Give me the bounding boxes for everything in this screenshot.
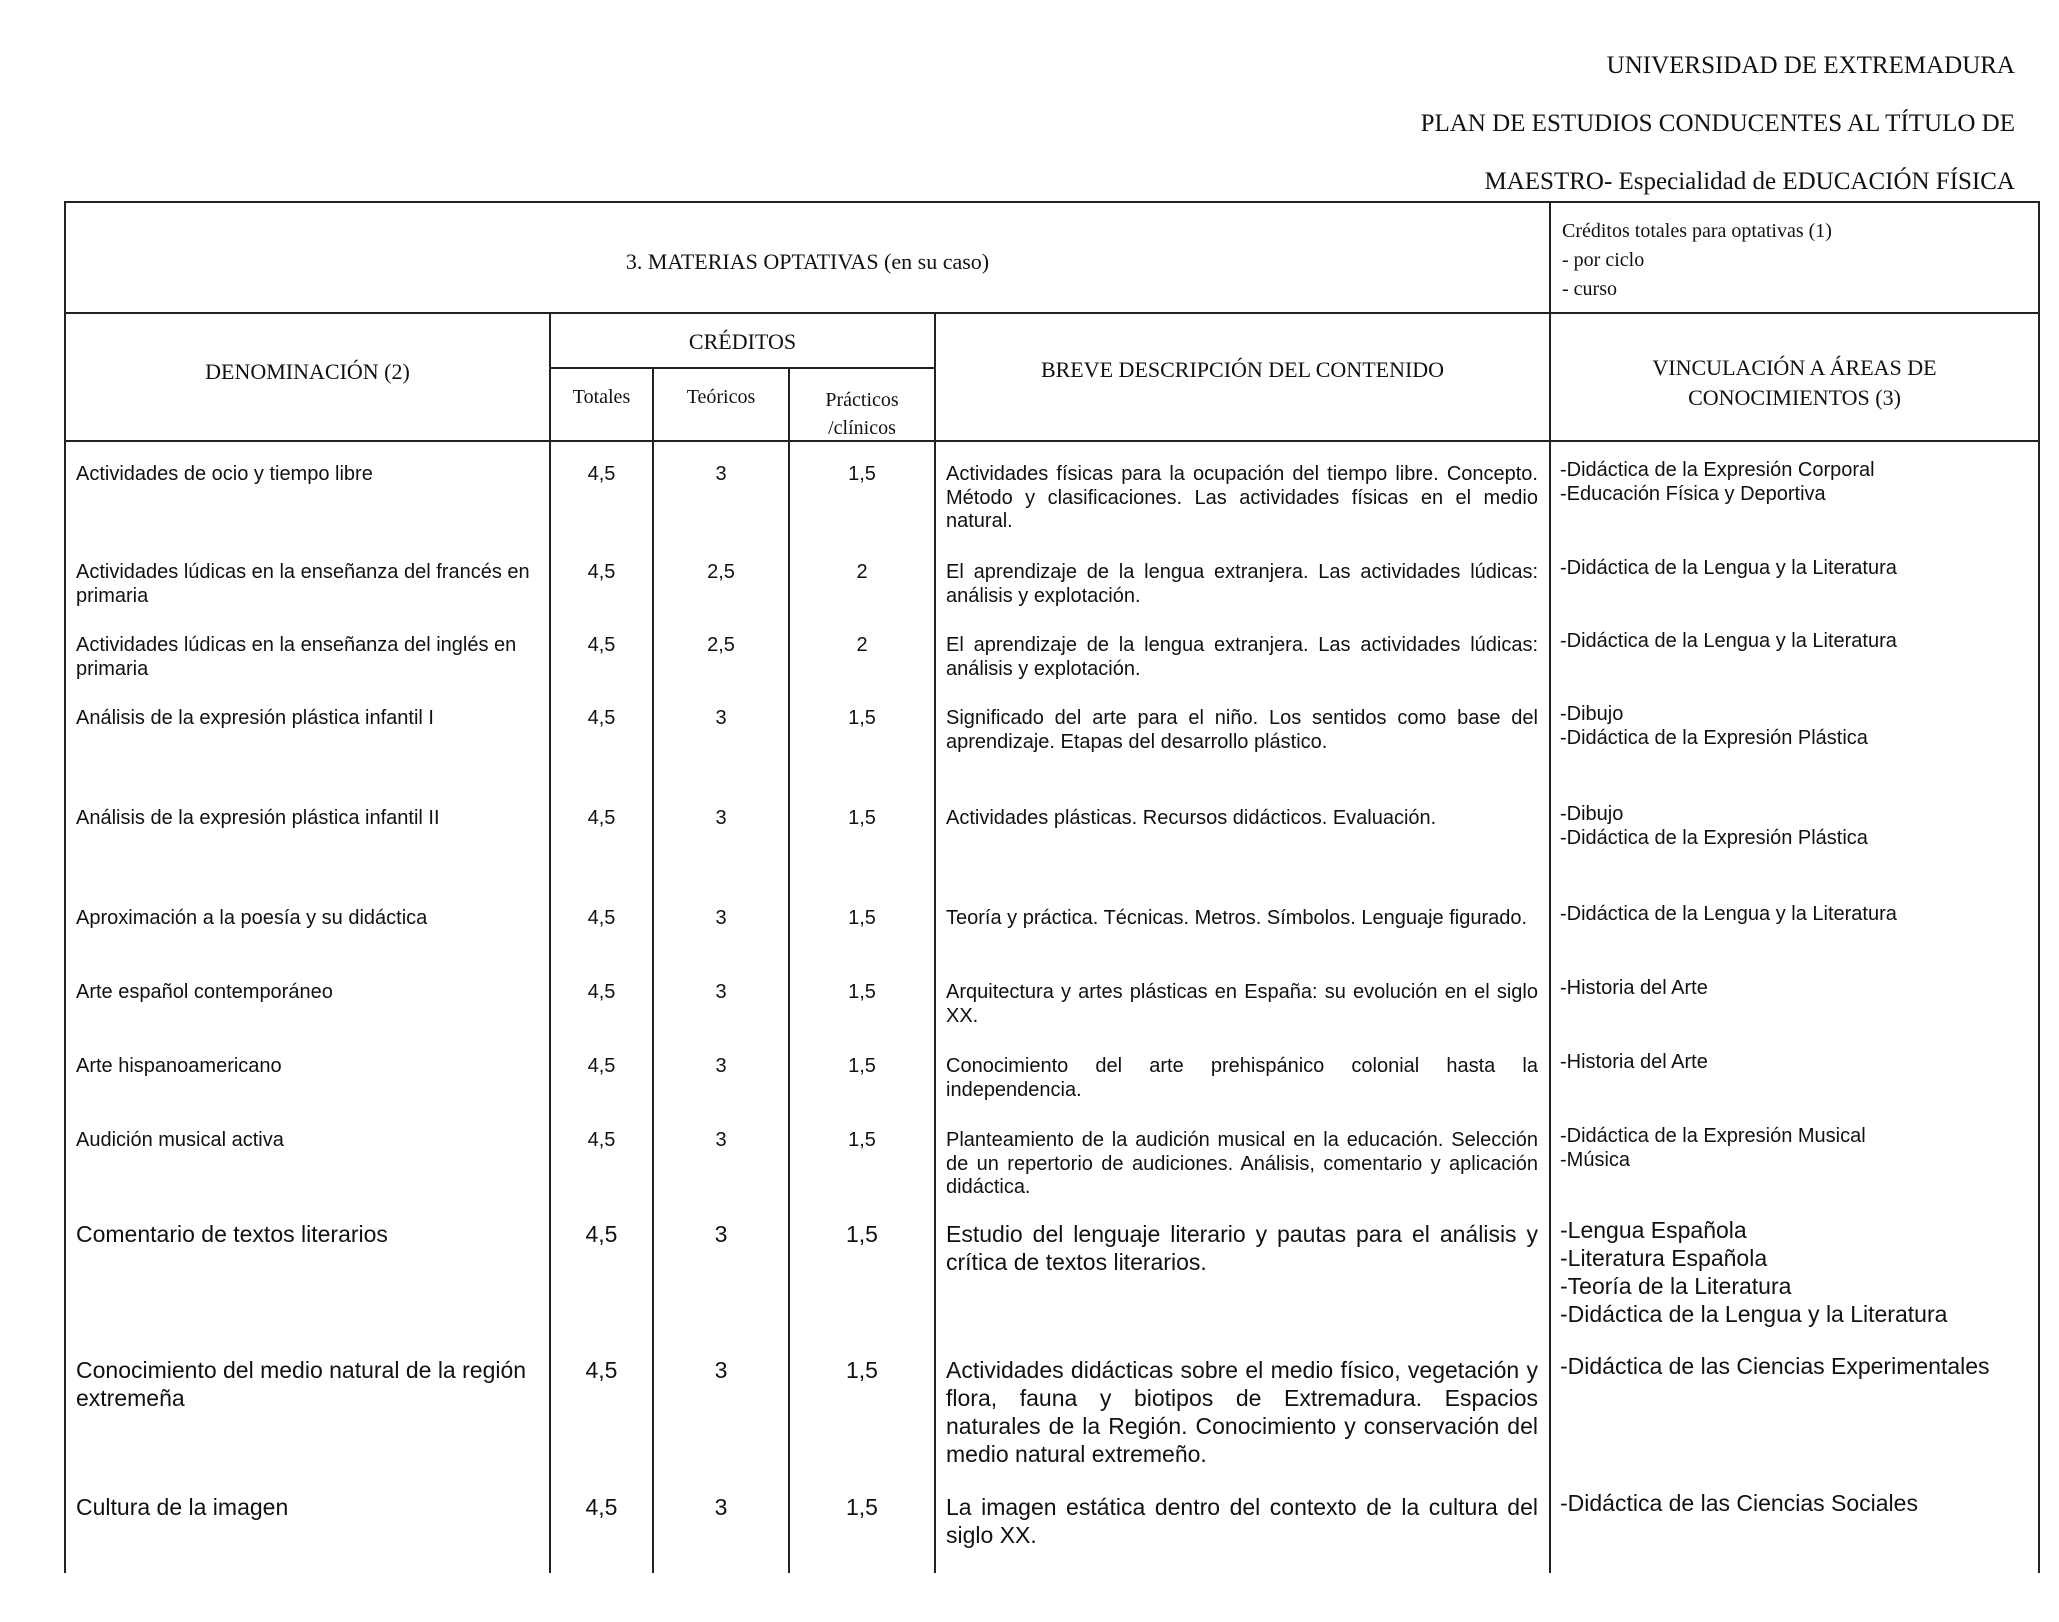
knowledge-areas	[1560, 703, 2038, 750]
knowledge-areas	[1560, 1051, 2038, 1075]
knowledge-area-item: -Didáctica de la Expresión Plástica	[1560, 726, 1868, 749]
knowledge-area-item: -Lengua Española	[1560, 1217, 1747, 1243]
knowledge-area-item: -Didáctica de la Expresión Plástica	[1560, 826, 1868, 849]
knowledge-areas	[1560, 977, 2038, 1001]
credits-totales: 4,5	[585, 1494, 618, 1520]
subject-name: Actividades lúdicas en la enseñanza del francés en primaria	[76, 561, 530, 607]
knowledge-areas	[1560, 803, 2038, 850]
content-description: La imagen estática dentro del contexto de la cultura del siglo XX.	[946, 1494, 1538, 1549]
credits-teoricos: 2,5	[707, 561, 735, 583]
knowledge-area-item: -Educación Física y Deportiva	[1560, 482, 1826, 505]
knowledge-area-item: -Dibujo	[1560, 803, 1624, 825]
credits-practicos: 1,5	[848, 907, 876, 929]
content-description: Significado del arte para el niño. Los sentidos como base del aprendizaje. Etapas del desarrollo plástico.	[946, 707, 1538, 753]
credits-teoricos: 3	[715, 981, 727, 1003]
knowledge-area-item: -Didáctica de la Lengua y la Literatura	[1560, 557, 1897, 579]
credits-practicos: 2	[856, 561, 868, 583]
knowledge-area-item: -Música	[1560, 1148, 1631, 1171]
col-creditos: CRÉDITOS	[688, 329, 797, 354]
content-description: Planteamiento de la audición musical en la educación. Selección de un repertorio de audiciones. Análisis, comentario y aplicación didáctica.	[946, 1129, 1538, 1199]
content-description: Conocimiento del arte prehispánico colonial hasta la independencia.	[946, 1055, 1538, 1101]
credits-practicos: 1,5	[846, 1357, 878, 1383]
content-description: El aprendizaje de la lengua extranjera. Las actividades lúdicas: análisis y explotación.	[946, 634, 1538, 680]
subject-name: Actividades de ocio y tiempo libre	[76, 463, 373, 485]
credits-teoricos: 3	[714, 1357, 728, 1383]
subject-name: Análisis de la expresión plástica infantil II	[76, 807, 440, 829]
credits-box-line-1: Créditos totales para optativas (1)	[1562, 220, 1832, 242]
credits-practicos: 1,5	[846, 1494, 878, 1520]
knowledge-areas	[1560, 459, 2038, 506]
credits-practicos: 1,5	[848, 1055, 876, 1077]
content-description: Actividades didácticas sobre el medio físico, vegetación y flora, fauna y biotipos de Extremadura. Espacios naturales de la Región. Conocimiento y conservación del medio natural extremeño.	[946, 1357, 1538, 1468]
col-vinculacion	[1551, 353, 2038, 413]
col-practicos-line-1: Prácticos	[825, 389, 899, 411]
credits-totales: 4,5	[587, 634, 616, 656]
subject-name: Arte hispanoamericano	[76, 1055, 282, 1077]
section-title: 3. MATERIAS OPTATIVAS (en su caso)	[625, 249, 990, 274]
col-vinculacion-line-2: CONOCIMIENTOS (3)	[1688, 385, 1901, 410]
content-description: Teoría y práctica. Técnicas. Metros. Símbolos. Lenguaje figurado.	[946, 907, 1528, 929]
credits-totales: 4,5	[585, 1357, 618, 1383]
knowledge-area-item: -Didáctica de las Ciencias Experimentales	[1560, 1353, 1990, 1379]
credits-practicos: 1,5	[848, 807, 876, 829]
knowledge-areas	[1560, 1216, 2038, 1328]
university-name: UNIVERSIDAD DE EXTREMADURA	[1606, 52, 2015, 79]
plan-title: PLAN DE ESTUDIOS CONDUCENTES AL TÍTULO DE	[1420, 110, 2015, 137]
content-description: Actividades físicas para la ocupación del tiempo libre. Concepto. Método y clasificaciones. Las actividades físicas en el medio natural.	[946, 463, 1538, 533]
knowledge-areas	[1560, 903, 2038, 927]
credits-teoricos: 2,5	[707, 634, 735, 656]
credits-box-line-2: - por ciclo	[1562, 249, 1645, 271]
col-totales: Totales	[572, 386, 631, 408]
credits-practicos: 1,5	[848, 463, 876, 485]
credits-box-line-3: - curso	[1562, 278, 1617, 300]
degree-title: MAESTRO- Especialidad de EDUCACIÓN FÍSICA	[1484, 168, 2015, 195]
credits-practicos: 1,5	[848, 1129, 876, 1151]
knowledge-area-item: -Didáctica de la Lengua y la Literatura	[1560, 1301, 1948, 1328]
content-description: Actividades plásticas. Recursos didácticos. Evaluación.	[946, 807, 1437, 829]
credits-teoricos: 3	[715, 807, 727, 829]
col-descripcion: BREVE DESCRIPCIÓN DEL CONTENIDO	[1040, 357, 1445, 382]
knowledge-area-item: -Didáctica de la Expresión Corporal	[1560, 459, 1875, 481]
credits-practicos: 1,5	[848, 707, 876, 729]
col-denominacion: DENOMINACIÓN (2)	[205, 359, 410, 384]
knowledge-area-item: -Didáctica de la Lengua y la Literatura	[1560, 630, 1897, 652]
knowledge-areas	[1560, 630, 2038, 654]
knowledge-areas	[1560, 1125, 2038, 1172]
content-description: El aprendizaje de la lengua extranjera. Las actividades lúdicas: análisis y explotación.	[946, 561, 1538, 607]
subject-name: Arte español contemporáneo	[76, 981, 333, 1003]
credits-teoricos: 3	[715, 907, 727, 929]
knowledge-areas	[1560, 1489, 2038, 1517]
content-description: Estudio del lenguaje literario y pautas para el análisis y crítica de textos literarios.	[946, 1221, 1538, 1276]
credits-totales: 4,5	[587, 1055, 616, 1077]
knowledge-area-item: -Teoría de la Literatura	[1560, 1273, 1792, 1300]
knowledge-area-item: -Historia del Arte	[1560, 1051, 1708, 1073]
subject-name: Análisis de la expresión plástica infantil I	[76, 707, 434, 729]
optional-credits-box	[1562, 217, 2032, 304]
credits-totales: 4,5	[587, 907, 616, 929]
subject-name: Audición musical activa	[76, 1129, 284, 1151]
knowledge-area-item: -Didáctica de las Ciencias Sociales	[1560, 1490, 1918, 1516]
credits-teoricos: 3	[714, 1221, 728, 1247]
knowledge-area-item: -Dibujo	[1560, 703, 1624, 725]
knowledge-area-item: -Didáctica de la Lengua y la Literatura	[1560, 903, 1897, 925]
credits-totales: 4,5	[587, 1129, 616, 1151]
col-practicos-line-2: /clínicos	[828, 417, 896, 439]
knowledge-area-item: -Historia del Arte	[1560, 977, 1708, 999]
credits-totales: 4,5	[587, 463, 616, 485]
credits-teoricos: 3	[715, 1129, 727, 1151]
credits-totales: 4,5	[587, 707, 616, 729]
credits-teoricos: 3	[715, 1055, 727, 1077]
subject-name: Cultura de la imagen	[76, 1494, 289, 1520]
credits-practicos: 1,5	[846, 1221, 878, 1247]
credits-totales: 4,5	[587, 981, 616, 1003]
subject-name: Aproximación a la poesía y su didáctica	[76, 907, 428, 929]
knowledge-areas	[1560, 557, 2038, 581]
subject-name: Comentario de textos literarios	[76, 1221, 388, 1247]
credits-totales: 4,5	[587, 561, 616, 583]
credits-practicos: 1,5	[848, 981, 876, 1003]
knowledge-area-item: -Didáctica de la Expresión Musical	[1560, 1125, 1866, 1147]
col-teoricos: Teóricos	[686, 386, 756, 408]
credits-totales: 4,5	[587, 807, 616, 829]
optional-subjects-table	[64, 201, 2040, 1573]
knowledge-areas	[1560, 1352, 2038, 1380]
credits-teoricos: 3	[715, 707, 727, 729]
content-description: Arquitectura y artes plásticas en España: su evolución en el siglo XX.	[946, 981, 1538, 1027]
knowledge-area-item: -Literatura Española	[1560, 1245, 1768, 1272]
credits-totales: 4,5	[585, 1221, 618, 1247]
col-practicos	[790, 386, 934, 442]
col-vinculacion-line-1: VINCULACIÓN A ÁREAS DE	[1652, 355, 1937, 380]
subject-name: Conocimiento del medio natural de la región extremeña	[76, 1357, 527, 1412]
credits-practicos: 2	[856, 634, 868, 656]
subject-name: Actividades lúdicas en la enseñanza del inglés en primaria	[76, 634, 517, 680]
credits-teoricos: 3	[715, 463, 727, 485]
credits-teoricos: 3	[714, 1494, 728, 1520]
